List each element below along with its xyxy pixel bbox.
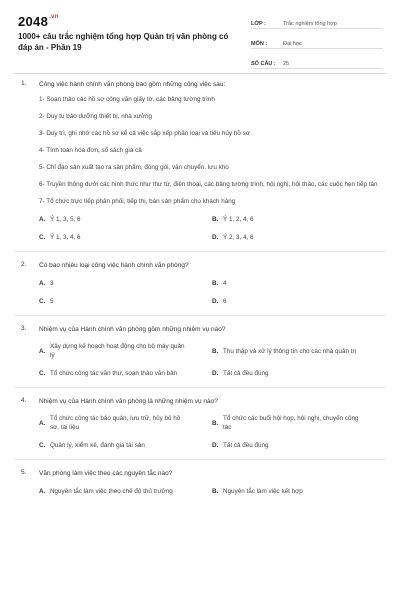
meta-label: LỚP : (251, 21, 266, 27)
option-letter: A. (39, 419, 46, 427)
answer-option[interactable] (212, 368, 385, 378)
meta-value: 25 (283, 61, 290, 67)
option-text: Xây dựng kế hoạch hoạt động cho bộ máy quản lý (50, 343, 185, 359)
logo-suffix: .vn (49, 14, 59, 20)
answer-options (39, 214, 382, 242)
option-letter: C. (39, 233, 46, 241)
answer-option[interactable] (212, 296, 385, 306)
option-text: Tổ chức công tác văn thư, soạn thảo văn bản (50, 369, 178, 377)
meta-value: Đại học (283, 41, 302, 47)
option-letter: D. (212, 233, 219, 241)
answer-options (39, 414, 382, 450)
document-title: 1000+ câu trắc nghiệm tổng hợp Quản trị văn phòng có đáp án - Phần 19 (18, 32, 229, 52)
option-text: Ý 1, 2, 4, 6 (223, 215, 254, 223)
option-text: Tất cả đều đúng (223, 441, 269, 449)
option-letter: A. (39, 215, 46, 223)
question-text: Công việc hành chính văn phòng bao gồm những công việc sau: (39, 81, 226, 88)
question-text: Nhiệm vụ của Hành chính văn phòng gồm những nhiệm vụ nào? (39, 326, 226, 333)
option-text: Nguyên tắc làm việc theo chế độ thủ trưởng (50, 487, 173, 495)
answer-options (39, 486, 382, 496)
answer-option[interactable] (212, 486, 385, 496)
option-letter: B. (212, 347, 219, 355)
meta-value: Trắc nghiệm tổng hợp (283, 21, 337, 27)
question-item (0, 261, 400, 306)
question-number: 4. (21, 397, 27, 404)
question-number: 2. (21, 261, 27, 268)
statement-line: 6- Truyền thông dưới các hình thức như thư từ, điện thoại, các bảng tường trình, hội nghị, hội thảo, các cuộc hẹn tiếp tân (39, 181, 378, 188)
question-item (0, 397, 400, 450)
option-text: 3 (50, 279, 54, 287)
option-letter: D. (212, 441, 219, 449)
question-text: Nhiệm vụ của Hành chính văn phòng là những nhiệm vụ nào? (39, 398, 218, 405)
statement-line: 1- Soạn thảo các hồ sơ công văn giấy tờ, các bảng tường trình (39, 96, 215, 103)
meta-label: SỐ CÂU : (251, 61, 276, 67)
question-item (0, 469, 400, 496)
question-list (0, 80, 400, 496)
option-letter: A. (39, 279, 46, 287)
answer-option[interactable] (212, 342, 385, 360)
answer-option[interactable] (39, 278, 212, 288)
answer-option[interactable] (39, 486, 212, 496)
option-text: Tổ chức các buổi hội họp, hội nghị, chuyến công tác (223, 415, 359, 431)
option-letter: B. (212, 215, 219, 223)
option-text: Ý 1, 3, 4, 6 (50, 233, 81, 241)
meta-row-count (251, 53, 383, 69)
option-letter: D. (212, 297, 219, 305)
statement-line: 7- Tổ chức trực tiếp phân phối, tiếp thị, bán sản phẩm cho khách hàng (39, 198, 236, 205)
question-divider (14, 459, 386, 460)
meta-row-class (251, 13, 383, 29)
answer-option[interactable] (212, 278, 385, 288)
statement-line: 4- Tính toán hóa đơn, sổ sách giá cả (39, 147, 142, 154)
question-divider (14, 387, 386, 388)
meta-row-subject (251, 33, 383, 49)
answer-option[interactable] (39, 440, 212, 450)
site-logo[interactable] (18, 14, 59, 29)
option-letter: B. (212, 419, 219, 427)
question-number: 3. (21, 325, 27, 332)
option-letter: B. (212, 279, 219, 287)
question-divider (14, 251, 386, 252)
answer-option[interactable] (39, 232, 212, 242)
answer-options (39, 278, 382, 306)
question-statements (39, 95, 382, 206)
question-text: Có bao nhiêu loại công việc hành chính văn phòng? (39, 262, 189, 269)
option-text: Ý 2, 3, 4, 6 (223, 233, 254, 241)
header-divider (14, 73, 386, 74)
answer-options (39, 342, 382, 378)
option-text: Ý 1, 3, 5, 6 (50, 215, 81, 223)
question-text: Văn phòng làm việc theo các nguyên tắc nào? (39, 470, 173, 477)
question-item (0, 325, 400, 378)
option-text: 6 (223, 297, 227, 305)
question-divider (14, 315, 386, 316)
answer-option[interactable] (39, 296, 212, 306)
statement-line: 3- Duy trì, ghi nhớ các hồ sơ kể cả việc sắp xếp phân loại và tiêu hủy hồ sơ (39, 130, 250, 137)
logo-text: 2048 (18, 14, 49, 29)
answer-option[interactable] (39, 342, 212, 360)
option-letter: C. (39, 297, 46, 305)
document-header (0, 0, 400, 67)
answer-option[interactable] (212, 214, 385, 224)
option-text: Nguyên tắc làm việc kết hợp (223, 487, 303, 495)
meta-label: MÔN : (251, 41, 268, 47)
answer-option[interactable] (39, 214, 212, 224)
option-letter: A. (39, 487, 46, 495)
question-number: 5. (21, 469, 27, 476)
statement-line: 2- Duy tu bảo dưỡng thiết bị, nhà xưởng (39, 113, 152, 120)
answer-option[interactable] (212, 414, 385, 432)
answer-option[interactable] (212, 440, 385, 450)
option-text: Thu thập và xử lý thông tin cho các nhà quản trị (223, 347, 357, 355)
answer-option[interactable] (39, 368, 212, 378)
option-letter: D. (212, 369, 219, 377)
option-text: Tất cả đều đúng (223, 369, 269, 377)
question-item (0, 80, 400, 242)
option-text: 5 (50, 297, 54, 305)
option-letter: B. (212, 487, 219, 495)
option-letter: C. (39, 369, 46, 377)
answer-option[interactable] (212, 232, 385, 242)
option-letter: A. (39, 347, 46, 355)
option-text: Tổ chức công tác bảo quản, lưu trữ, hủy bỏ hồ sơ, tài liệu (50, 415, 181, 431)
option-text: 4 (223, 279, 227, 287)
option-letter: C. (39, 441, 46, 449)
question-number: 1. (21, 80, 27, 87)
option-text: Quản lý, kiểm kê, đánh giá tài sản (50, 441, 145, 449)
answer-option[interactable] (39, 414, 212, 432)
document-meta (251, 13, 383, 73)
statement-line: 5- Chỉ đạo sản xuất tạo ra sản phẩm, đóng gói, vận chuyển, lưu kho (39, 164, 229, 171)
